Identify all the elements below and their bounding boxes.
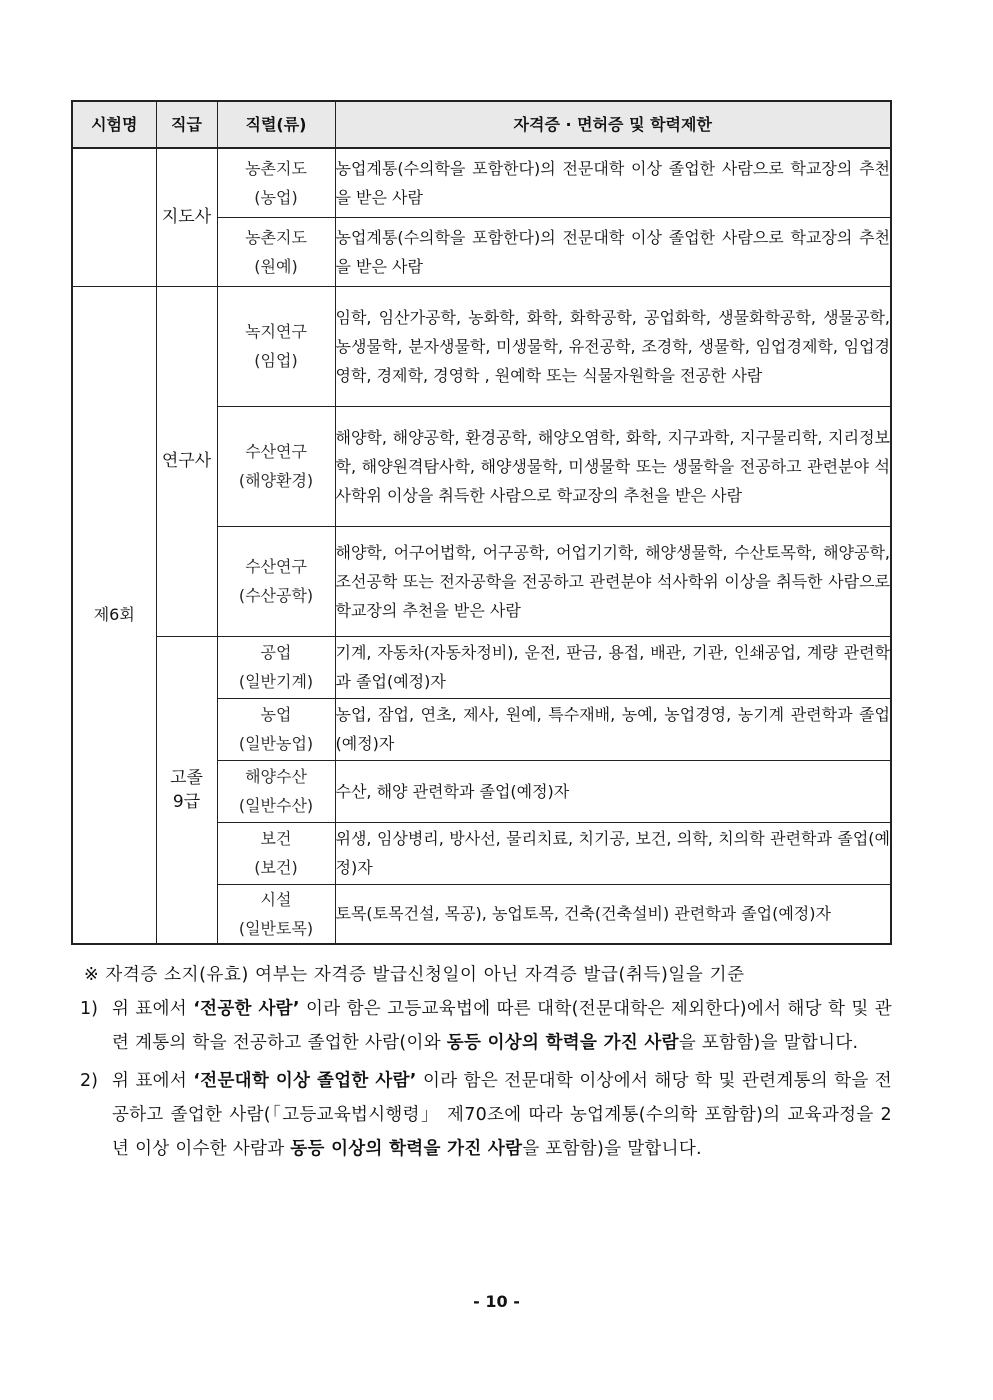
series-sub: (해양환경) [238,471,314,490]
header-requirements: 자격증 · 면허증 및 학력제한 [335,101,891,148]
series-sub: (일반농업) [238,734,314,753]
series-cell [217,636,335,698]
requirement-text: 농업계통(수의학을 포함한다)의 전문대학 이상 졸업한 사람으로 학교장의 추천을 받은 사람 [335,217,891,286]
series-name: 농촌지도 [245,227,307,247]
note-text-part: 을 포함함)을 말합니다. [678,1033,859,1053]
series-cell [217,698,335,760]
requirement-text: 토목(토목건설, 목공), 농업토목, 건축(건축설비) 관련학과 졸업(예정)자 [335,884,891,944]
table-row [72,636,891,698]
page-number: - 10 - [473,1292,520,1311]
series-name: 보건 [260,829,292,848]
series-name: 수산연구 [245,442,307,461]
note-certificate-basis: ※ 자격증 소지(유효) 여부는 자격증 발급신청일이 아닌 자격증 발급(취득)일을 기준 [84,965,745,985]
note-emphasis: ‘전문대학 이상 졸업한 사람’ [193,1071,417,1091]
grade-cell: 지도사 [156,148,217,286]
requirement-text: 수산, 해양 관련학과 졸업(예정)자 [335,760,891,822]
series-name: 시설 [260,889,292,909]
qualification-table [71,100,892,945]
header-series: 직렬(류) [217,101,335,148]
series-sub: (원예) [254,256,298,276]
series-sub: (수산공학) [238,586,314,605]
requirement-text: 농업계통(수의학을 포함한다)의 전문대학 이상 졸업한 사람으로 학교장의 추천을 받은 사람 [335,148,891,217]
series-sub: (일반수산) [238,796,314,815]
series-name: 농촌지도 [245,158,307,178]
note-text-part: 이라 함은 고등교육법에 따른 대학(전문대학은 제외한다)에서 해당 학 및 관련 계통의 학을 전공하고 졸업한 사람(이와 [112,999,893,1053]
series-cell [217,760,335,822]
series-cell [217,526,335,636]
series-name: 녹지연구 [245,322,307,341]
series-cell [217,148,335,217]
header-exam: 시험명 [72,101,156,148]
grade-cell: 연구사 [156,286,217,636]
note-number: 2) [80,1071,98,1091]
series-sub: (일반토목) [238,918,314,938]
table-header-row [72,101,891,148]
series-sub: (보건) [254,858,298,877]
note-emphasis: 동등 이상의 학력을 가진 사람 [446,1033,679,1053]
exam-cell-top [72,148,156,286]
table-row [72,286,891,406]
note-item-1 [80,992,892,1060]
note-item-2 [80,1064,892,1166]
grade-line-1: 고졸 [170,767,203,788]
note-number: 1) [80,999,98,1019]
series-name: 수산연구 [245,557,307,576]
series-name: 해양수산 [245,767,307,786]
requirement-text: 해양학, 어구어법학, 어구공학, 어업기기학, 해양생물학, 수산토목학, 해양공학, 조선공학 또는 전자공학을 전공하고 관련분야 석사학위 이상을 취득한 사람으로 학교장의 추천을 받은 사람 [335,526,891,636]
notes-section [80,958,892,1166]
series-cell [217,217,335,286]
series-name: 공업 [260,643,292,662]
note-text-part: 을 포함함)을 말합니다. [522,1139,702,1159]
grade-cell [156,636,217,944]
series-sub: (일반기계) [238,672,314,691]
note-emphasis: ‘전공한 사람’ [193,999,300,1019]
note-text [112,992,892,1060]
series-cell [217,884,335,944]
header-grade: 직급 [156,101,217,148]
table-row [72,148,891,217]
series-cell [217,406,335,526]
grade-line-2: 9급 [172,791,201,812]
note-emphasis: 동등 이상의 학력을 가진 사람 [290,1139,523,1159]
note-text-part: 이라 함은 전문대학 이상에서 해당 학 및 관련계통의 학을 전공하고 졸업한 사람(「고등교육법시행령」 제70조에 따라 농업계통(수의학 포함함)의 교육과정을 2년 이상 이수한 사람과 [112,1071,893,1159]
requirement-text: 임학, 임산가공학, 농화학, 화학, 화학공학, 공업화학, 생물화학공학, 생물공학, 농생물학, 분자생물학, 미생물학, 유전공학, 조경학, 생물학, 임업경제학, 임업경영학, 경제학, 경영학 , 원예학 또는 식물자원학을 전공한 사람 [335,286,891,406]
series-cell [217,822,335,884]
note-text-part: 위 표에서 [112,1071,194,1091]
requirement-text: 해양학, 해양공학, 환경공학, 해양오염학, 화학, 지구과학, 지구물리학, 지리정보학, 해양원격탐사학, 해양생물학, 미생물학 또는 생물학을 전공하고 관련분야 석사학위 이상을 취득한 사람으로 학교장의 추천을 받은 사람 [335,406,891,526]
note-text [112,1064,892,1166]
series-sub: (임업) [254,351,298,370]
series-name: 농업 [260,705,292,724]
series-sub: (농업) [254,187,298,207]
series-cell [217,286,335,406]
requirement-text: 위생, 임상병리, 방사선, 물리치료, 치기공, 보건, 의학, 치의학 관련학과 졸업(예정)자 [335,822,891,884]
requirement-text: 기계, 자동차(자동차정비), 운전, 판금, 용접, 배관, 기관, 인쇄공업, 계량 관련학과 졸업(예정)자 [335,636,891,698]
exam-name-cell: 제6회 [72,286,156,944]
note-text-part: 위 표에서 [112,999,194,1019]
requirement-text: 농업, 잠업, 연초, 제사, 원예, 특수재배, 농예, 농업경영, 농기계 관련학과 졸업(예정)자 [335,698,891,760]
